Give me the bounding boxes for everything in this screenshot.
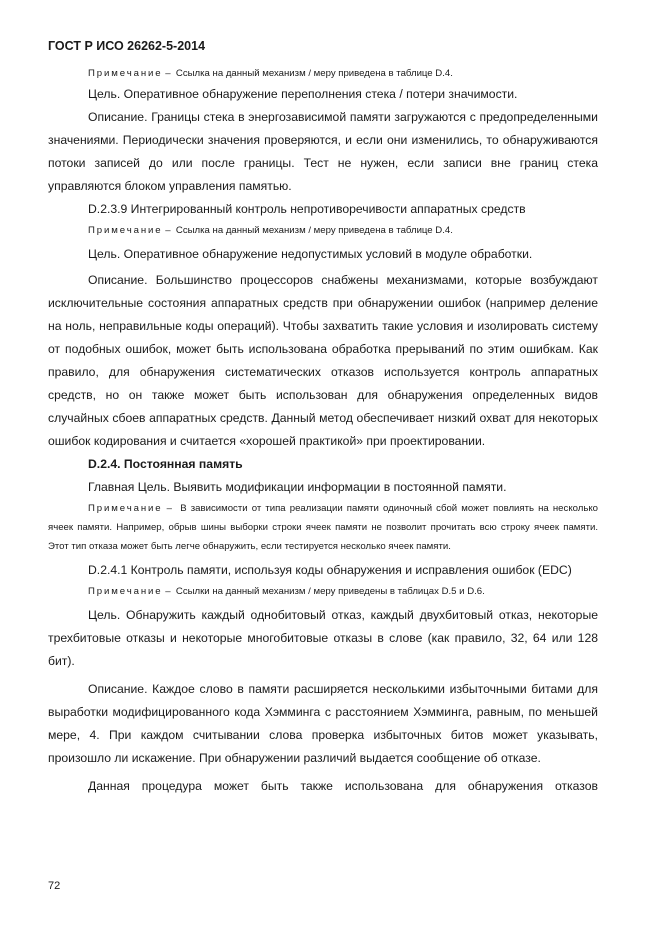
note-label: Примечание bbox=[88, 503, 163, 514]
description-hamming-code: Описание. Каждое слово в памяти расширяется несколькими избыточными битами для выработки модифицированного кода Хэмминга с расстоянием Хэмминга, равным, по меньшей мере, 4. При каждом считывании слова проверка избыточных битов может указывать, произошло ли искажение. При обнаружении различий выдается сообщение об отказе. bbox=[48, 682, 598, 765]
note-mechanism-table-d4-second bbox=[48, 221, 598, 240]
note-dash: – bbox=[166, 503, 172, 514]
main-goal-rom: Главная Цель. Выявить модификации информации в постоянной памяти. bbox=[88, 480, 507, 494]
note-label: Примечание bbox=[88, 225, 163, 236]
section-d2-4-title: D.2.4. Постоянная память bbox=[88, 457, 243, 471]
note-text: Ссылка на данный механизм / меру приведена в таблице D.4. bbox=[175, 225, 453, 236]
page-content bbox=[48, 64, 598, 798]
note-label: Примечание bbox=[88, 586, 163, 597]
note-label: Примечание bbox=[88, 68, 163, 79]
subsection-d2-4-1-title: D.2.4.1 Контроль памяти, используя коды обнаружения и исправления ошибок (EDC) bbox=[88, 563, 572, 577]
goal-invalid-conditions: Цель. Оперативное обнаружение недопустимых условий в модуле обработки. bbox=[88, 247, 533, 261]
note-text: Ссылка на данный механизм / меру приведена в таблице D.4. bbox=[175, 68, 453, 79]
note-dash: – bbox=[165, 586, 171, 597]
subsection-d2-3-9-title: D.2.3.9 Интегрированный контроль непротиворечивости аппаратных средств bbox=[88, 202, 526, 216]
paragraph-procedure-continued: Данная процедура может быть также использована для обнаружения отказов bbox=[88, 779, 598, 793]
note-dash: – bbox=[165, 225, 171, 236]
note-mechanism-tables-d5-d6 bbox=[48, 582, 598, 601]
goal-bit-faults: Цель. Обнаружить каждый однобитовый отказ, каждый двухбитовый отказ, некоторые трехбитовые отказы и некоторые многобитовые отказы в слове (как правило, 32, 64 или 128 бит). bbox=[48, 608, 598, 668]
note-mechanism-table-d4 bbox=[48, 64, 598, 83]
note-memory-single-fault bbox=[48, 499, 598, 556]
page-number: 72 bbox=[48, 880, 61, 892]
note-dash: – bbox=[165, 68, 171, 79]
description-processor-exceptions: Описание. Большинство процессоров снабжены механизмами, которые возбуждают исключительные состояния аппаратных средств при обнаружении ошибок (например деление на ноль, неправильные коды операций). Чтобы захватить такие условия и изолировать систему от подобных ошибок, может быть использована обработка прерываний по этим ошибкам. Как правило, для обнаружения систематических отказов используется контроль аппаратных средств, но он также может быть использован для обнаружения определенных видов случайных сбоев аппаратных средств. Данный метод обеспечивает низкий охват для некоторых ошибок кодирования и считается «хорошей практикой» при проектировании. bbox=[48, 273, 598, 448]
note-text: Ссылки на данный механизм / меру приведены в таблицах D.5 и D.6. bbox=[175, 586, 485, 597]
note-text: В зависимости от типа реализации памяти одиночный сбой может повлиять на несколько ячеек памяти. Например, обрыв шины выборки строки ячеек памяти не позволит прочитать всю строку ячеек памяти. Этот тип отказа может быть легче обнаружить, если тестируется несколько ячеек памяти. bbox=[48, 503, 598, 552]
document-header: ГОСТ Р ИСО 26262-5-2014 bbox=[48, 39, 206, 53]
goal-stack-overflow: Цель. Оперативное обнаружение переполнения стека / потери значимости. bbox=[88, 87, 518, 101]
description-stack-bounds: Описание. Границы стека в энергозависимой памяти загружаются с предопределенными значениями. Периодически значения проверяются, и если они изменились, то обнаруживаются потоки записей до или после границы. Тест не нужен, если записи вне границ стека управляются блоком управления памятью. bbox=[48, 110, 598, 193]
